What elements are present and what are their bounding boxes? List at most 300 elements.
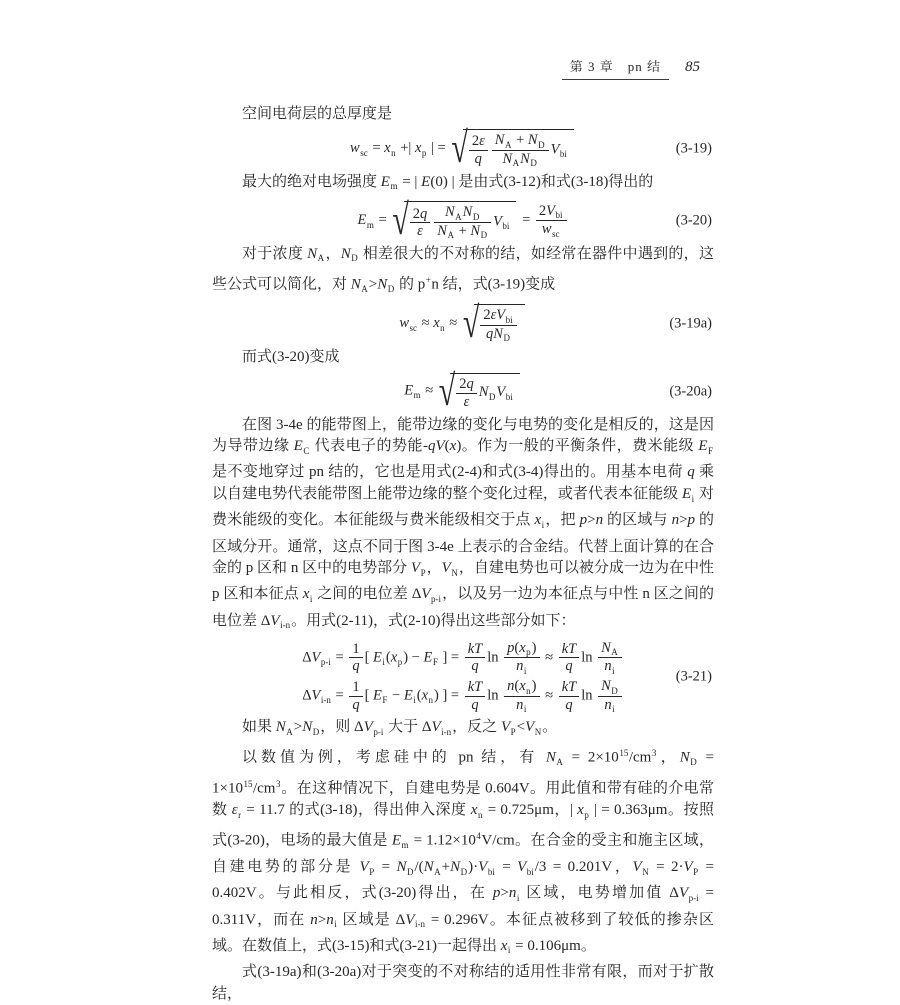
math-text: > [293, 719, 303, 736]
math-text: = [374, 212, 391, 229]
fraction [465, 679, 486, 712]
page-number: 85 [685, 59, 700, 75]
math-variable: E [423, 649, 433, 666]
subscript: P [369, 866, 375, 877]
math-variable: E [403, 687, 413, 704]
math-variable: N [350, 276, 361, 293]
math-text: = 0.311V，而在 [212, 885, 714, 928]
paragraph-band-diagram [212, 415, 714, 637]
subscript: bi [502, 221, 510, 232]
math-variable: V [441, 560, 451, 577]
fraction-numerator [492, 132, 549, 150]
subscript: n [526, 685, 531, 696]
math-variable: V [363, 719, 373, 736]
math-text: > [500, 885, 509, 902]
math-variable: E [373, 687, 382, 704]
math-text: 大于 Δ [384, 719, 432, 736]
math-text: = 1×10 [212, 749, 714, 797]
math-text: /cm [252, 780, 276, 797]
math-text: 的 p [395, 276, 426, 293]
math-text: = [518, 212, 534, 229]
math-variable: x [519, 639, 526, 656]
subscript: p [526, 647, 531, 658]
fraction-numerator [456, 376, 477, 392]
math-text: 。在这种情况下，自建电势是 0.604V。用此值和带有硅的介电常数 [212, 780, 714, 819]
subscript: m [366, 219, 374, 230]
radical-sign-icon: √ [438, 366, 456, 415]
math-text: 相差很大的不对称的结，如经常在器件中遇到的，这些公式可以简化，对 [212, 245, 714, 293]
equation-3-19 [212, 123, 714, 172]
subscript: bi [559, 149, 567, 160]
superscript: 15 [243, 779, 253, 790]
math-variable: q [474, 150, 482, 167]
subscript: D [312, 726, 320, 737]
subscript: i [691, 493, 695, 504]
math-text: = 0.106μm。 [511, 937, 596, 954]
fraction-denominator [559, 657, 580, 674]
subscript: r [238, 809, 242, 820]
equation-3-19a [212, 298, 714, 347]
math-text: Δ [302, 649, 312, 666]
math-text: > [317, 911, 327, 928]
fraction [536, 203, 567, 239]
math-text: ] = [438, 649, 463, 666]
fraction-numerator [504, 640, 539, 658]
subscript: m [413, 390, 421, 401]
math-text: n 结，式(3-19)变成 [431, 276, 556, 293]
math-variable: n [516, 658, 524, 675]
fraction-denominator [456, 393, 477, 410]
math-text: > [679, 512, 688, 529]
math-text: 2 [412, 205, 421, 222]
fraction-denominator [465, 696, 486, 713]
fraction-denominator [465, 657, 486, 674]
subscript: P [420, 567, 426, 578]
math-variable: n [508, 885, 517, 902]
math-variable: x [390, 649, 398, 666]
subscript: F [432, 656, 438, 667]
math-variable: N [302, 719, 313, 736]
math-variable: V [431, 719, 441, 736]
subscript: N [642, 866, 649, 877]
math-variable: x [302, 586, 310, 603]
subscript: A [556, 757, 563, 768]
subscript: n [440, 322, 445, 333]
math-variable: kT [467, 679, 483, 696]
fraction-numerator [349, 679, 362, 695]
math-text: 的区域分开。通常，这点不同于图 3-4e 上表示的合金结。代替上面计算的在合金的 p 区和 n 区中的电势部分 [212, 512, 714, 577]
subscript: sc [360, 147, 368, 158]
math-text: 空间电荷层的总厚度是 [242, 106, 393, 122]
math-text: > [368, 276, 378, 293]
subscript: A [317, 253, 325, 264]
fraction-numerator [349, 641, 362, 657]
math-variable: N [470, 222, 481, 239]
subscript: D [387, 284, 395, 295]
paragraph-max-field-intro [212, 172, 714, 198]
fraction [559, 679, 580, 712]
subscript: i-n [320, 694, 331, 705]
fraction-denominator [504, 696, 539, 715]
subscript: F [707, 445, 713, 456]
math-text: )。作为一般的平衡条件，费米能级 [456, 438, 699, 455]
math-variable: N [493, 325, 503, 342]
math-text: (0) | 是由式(3-12)和式(3-18)得出的 [430, 173, 654, 190]
subscript: D [406, 866, 414, 877]
math-variable: V [500, 719, 511, 736]
math-variable: x [414, 140, 422, 157]
fraction-numerator [410, 206, 431, 222]
subscript: i-n [441, 726, 452, 737]
math-text: 最大的绝对电场强度 [242, 173, 381, 190]
fraction [598, 640, 622, 676]
math-variable: V [311, 649, 321, 666]
subscript: m [401, 840, 409, 851]
math-text: ≈ [417, 315, 434, 332]
math-text: 区域是 Δ [337, 911, 406, 928]
math-variable: q [352, 696, 360, 713]
math-variable: E [380, 173, 390, 190]
math-text: ( [416, 687, 422, 704]
subscript: p-i [688, 892, 699, 903]
math-variable: p [492, 885, 501, 902]
equation-3-19-math [350, 123, 576, 172]
math-variable: w [541, 221, 552, 238]
paragraph-asymmetric-junction [212, 244, 714, 301]
subscript: A [512, 158, 520, 169]
fraction [349, 679, 362, 712]
subscript: bi [505, 314, 513, 325]
math-variable: N [450, 859, 461, 876]
math-text: ， [656, 749, 680, 766]
subscript: i [516, 892, 520, 903]
math-text: 2 [459, 376, 467, 393]
math-variable: q [352, 658, 360, 675]
subscript: p-i [320, 656, 331, 667]
math-text: ≈ [541, 649, 557, 666]
math-variable: n [595, 512, 604, 529]
equation-3-20 [212, 195, 714, 244]
subscript: i-n [280, 620, 291, 631]
subscript: N [451, 567, 458, 578]
math-variable: ε [463, 393, 470, 410]
fraction [469, 133, 488, 166]
math-text: 式(3-19a)和(3-20a)对于突变的不对称结的适用性非常有限，而对于扩散结， [212, 963, 714, 1002]
subscript: sc [552, 228, 560, 239]
math-variable: x [500, 937, 508, 954]
math-text: ( [514, 678, 520, 694]
math-variable: x [449, 438, 457, 455]
subscript: D [538, 139, 545, 150]
superscript: + [425, 275, 431, 286]
math-variable: V [270, 612, 280, 629]
math-text: 而式(3-20)变成 [242, 348, 340, 365]
equation-3-21-line1-math [302, 640, 624, 676]
math-text: 如果 [242, 719, 276, 736]
subscript: F [382, 694, 388, 705]
math-variable: E [404, 382, 414, 399]
math-variable: N [545, 749, 556, 766]
math-variable: V [496, 384, 506, 401]
math-variable: q [471, 696, 479, 713]
math-variable: E [293, 438, 303, 455]
radicand [463, 129, 574, 168]
math-variable: n [604, 696, 612, 713]
fraction [410, 206, 431, 239]
running-head [562, 56, 669, 80]
fraction [456, 376, 477, 409]
fraction-numerator [465, 641, 486, 657]
radical-sign-icon: √ [451, 123, 468, 172]
math-variable: V [678, 885, 689, 902]
subscript: A [504, 139, 512, 150]
fraction-denominator [598, 696, 622, 715]
equation-3-19a-math [399, 298, 526, 347]
fraction-denominator [480, 325, 516, 344]
fraction-denominator [504, 657, 539, 676]
radical-sign-icon: √ [392, 195, 409, 244]
math-variable: V [525, 719, 535, 736]
paragraph-space-charge-intro [212, 104, 714, 126]
math-variable: N [679, 749, 690, 766]
math-text: = 0.725μm，| [483, 802, 578, 819]
math-variable: N [377, 276, 388, 293]
math-variable: q [687, 464, 695, 481]
math-variable: N [601, 639, 611, 656]
radical [438, 366, 520, 415]
math-variable: kT [467, 641, 483, 658]
subscript: D [351, 253, 358, 264]
math-variable: N [478, 384, 489, 401]
math-variable: q [420, 205, 428, 222]
math-text: ( [385, 649, 391, 666]
subscript: A [434, 866, 441, 877]
math-text: 代表电子的势能- [310, 438, 428, 455]
math-variable: V [359, 859, 369, 876]
math-text: 区域，电势增加值 Δ [520, 885, 679, 902]
paragraph-inequality [212, 717, 714, 743]
equation-3-19a-label: (3-19a) [669, 315, 712, 332]
subscript: D [472, 211, 480, 222]
subscript: A [286, 726, 293, 737]
subscript: p [397, 656, 403, 667]
fraction-numerator [559, 679, 580, 695]
equation-3-21-line2-math [302, 678, 624, 714]
math-text: 2 [471, 133, 480, 150]
fraction-numerator [465, 679, 486, 695]
superscript: 3 [275, 779, 281, 790]
radicand [474, 304, 524, 343]
subscript: i [523, 665, 527, 676]
math-variable: qV [427, 438, 445, 455]
math-text: ) − [403, 649, 424, 666]
subscript: n [391, 147, 396, 158]
subscript: p-i [373, 726, 384, 737]
math-text: ， [426, 560, 442, 577]
subscript: N [534, 726, 542, 737]
math-text: /3 = 0.201V， [534, 859, 633, 876]
math-variable: N [445, 204, 455, 221]
subscript: D [460, 866, 468, 877]
subscript: i [382, 656, 385, 667]
math-text: > [587, 512, 596, 529]
math-text: 2 [483, 307, 491, 324]
math-variable: E [373, 649, 382, 666]
math-text: 1 [352, 641, 360, 658]
math-variable: kT [561, 679, 577, 696]
radical-sign-icon: √ [462, 298, 480, 347]
math-variable: E [357, 212, 367, 229]
subscript: i [612, 665, 615, 676]
subscript: P [510, 726, 516, 737]
math-text: < [516, 719, 526, 736]
fraction-denominator [598, 657, 622, 676]
subscript: D [503, 333, 510, 344]
math-variable: q [466, 376, 474, 393]
math-text: = [331, 687, 348, 704]
math-text: ln [487, 649, 503, 666]
math-variable: x [433, 315, 440, 332]
subscript: bi [505, 391, 513, 402]
math-text: ) [531, 678, 537, 694]
page-header [212, 56, 714, 80]
math-variable: n [326, 911, 334, 928]
math-variable: N [601, 678, 611, 694]
math-text: ，自建电势也可以被分成一边为在中性 p 区和本征点 [212, 560, 714, 603]
math-text: ，则 Δ [320, 719, 364, 736]
math-variable: kT [561, 641, 577, 658]
math-text: ln [581, 687, 597, 704]
fraction-numerator [536, 203, 567, 221]
paragraph-numeric-example [212, 743, 714, 962]
math-variable: V [421, 586, 431, 603]
paragraph-applicability [212, 962, 714, 1005]
math-text: = 2· [649, 859, 684, 876]
math-variable: p [507, 639, 515, 656]
subscript: D [611, 685, 618, 696]
math-variable: N [462, 204, 473, 221]
radicand [404, 201, 517, 240]
fraction-denominator [559, 696, 580, 713]
math-text: ln [581, 649, 597, 666]
math-variable: q [565, 658, 573, 675]
math-variable: n [507, 678, 515, 694]
math-text: − [388, 687, 404, 704]
subscript: i [413, 694, 416, 705]
math-variable: x [534, 512, 542, 529]
math-variable: V [632, 859, 642, 876]
subscript: bi [487, 866, 495, 877]
subscript: i-n [415, 919, 425, 930]
equation-3-21-line2 [212, 678, 714, 714]
subscript: i [523, 704, 527, 715]
math-variable: N [437, 222, 447, 239]
math-variable: N [340, 245, 351, 262]
math-variable: N [520, 150, 530, 167]
fraction [349, 641, 362, 674]
math-text: + [454, 222, 471, 239]
fraction-denominator [536, 220, 567, 239]
math-variable: n [671, 512, 680, 529]
fraction-numerator [598, 640, 622, 658]
equation-3-20a-label: (3-20a) [669, 383, 712, 400]
math-text: 之间的电位差 Δ [313, 586, 422, 603]
subscript: A [455, 211, 462, 222]
paragraph-eq320-becomes [212, 347, 714, 369]
fraction-denominator [492, 150, 549, 169]
math-variable: ε [490, 307, 497, 324]
math-variable: q [565, 696, 573, 713]
math-text: = 0.296V。本征点被移到了较低的掺杂区域。在数值上，式(3-15)和式(3-21)一起得出 [212, 911, 714, 954]
math-variable: p [579, 512, 588, 529]
math-variable: p [687, 512, 696, 529]
subscript: n [428, 694, 433, 705]
radicand [450, 373, 520, 409]
math-text: | = [427, 140, 450, 157]
math-variable: V [496, 307, 506, 324]
math-text: [ [364, 687, 374, 704]
math-text: ，以及另一边为本征点与中性 n 区之间的电位差 Δ [212, 586, 714, 629]
subscript: m [390, 181, 398, 192]
math-variable: ε [417, 222, 423, 239]
subscript: n [477, 809, 483, 820]
fraction-denominator [349, 696, 362, 713]
subscript: i [541, 519, 545, 530]
fraction [598, 678, 622, 714]
math-text: = 2×10 [563, 749, 619, 766]
math-text: 的区域与 [603, 512, 672, 529]
math-variable: N [527, 132, 538, 149]
math-variable: V [517, 859, 527, 876]
math-variable: q [486, 325, 494, 342]
fraction [492, 132, 549, 168]
math-text: = [375, 859, 397, 876]
fraction-numerator [559, 641, 580, 657]
fraction-numerator [434, 204, 491, 222]
math-text: = | [398, 173, 422, 190]
math-text: 在图 3-4e 的能带图上，能带边缘的变化与电势的变化是相反的，这是因为导带边缘 [212, 416, 714, 455]
math-text: ，把 [545, 512, 580, 529]
fraction [434, 204, 491, 240]
math-variable: V [546, 202, 555, 219]
subscript: i [334, 919, 337, 930]
math-text: ， [325, 245, 341, 262]
math-text: ln [487, 687, 503, 704]
fraction-denominator [469, 150, 488, 167]
math-variable: N [307, 245, 318, 262]
math-variable: V [478, 859, 488, 876]
math-text: 乘以自建电势代表能带图上能带边缘的整个变化过程，或者代表本征能级 [212, 464, 714, 503]
math-text: ) [531, 639, 537, 656]
equation-3-20-label: (3-20) [675, 212, 712, 229]
fraction-denominator [410, 222, 431, 239]
math-text: 是不变地穿过 pn 结的，它也是用式(2-4)和式(3-4)得出的。用基本电荷 [212, 464, 688, 481]
equation-3-20a-math [404, 366, 522, 415]
math-variable: V [493, 213, 502, 230]
math-variable: V [311, 687, 321, 704]
math-variable: x [470, 802, 478, 819]
math-variable: V [550, 141, 560, 158]
fraction [465, 641, 486, 674]
math-text: ≈ [445, 315, 461, 332]
math-text: | = 0.363μm。按照式(3-20)，电场的最大值是 [212, 802, 714, 849]
page-content [212, 56, 714, 1005]
subscript: A [611, 647, 618, 658]
subscript: D [690, 757, 697, 768]
math-text: 对费米能级的变化。本征能级与费米能级相交于点 [212, 486, 714, 529]
math-text: = 11.7 的式(3-18)，得出伸入深度 [242, 802, 471, 819]
math-text: 1 [352, 679, 360, 696]
